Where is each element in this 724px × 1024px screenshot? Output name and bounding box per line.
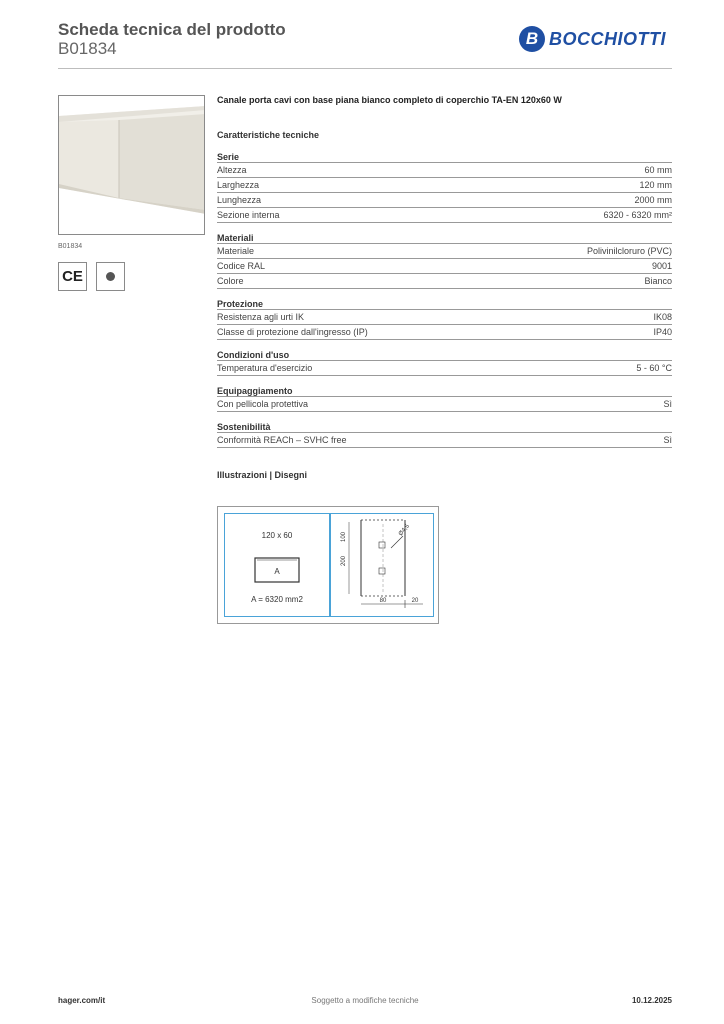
spec-value: 2000 mm	[634, 195, 672, 205]
spec-label: Conformità REACh – SVHC free	[217, 435, 347, 445]
website-link[interactable]: hager.com/it	[58, 996, 106, 1005]
section-letter: A	[274, 567, 280, 576]
brand-logo-icon: B	[519, 26, 545, 52]
section-diagram	[225, 514, 329, 616]
area-label: A = 6320 mm2	[251, 595, 303, 604]
spec-row	[217, 324, 672, 339]
specs-heading: Caratteristiche tecniche	[217, 130, 320, 140]
spec-label: Lunghezza	[217, 195, 262, 205]
spec-row	[217, 177, 672, 192]
section-size-label: 120 x 60	[261, 531, 293, 540]
illustrations-heading: Illustrazioni | Disegni	[217, 470, 308, 480]
spec-value: Sì	[663, 435, 672, 445]
spec-row	[217, 360, 672, 375]
spec-value: 6320 - 6320 mm²	[603, 210, 672, 220]
spec-value: IP40	[653, 327, 672, 337]
product-image	[58, 95, 205, 235]
image-caption: B01834	[58, 243, 83, 250]
spec-row	[217, 432, 672, 447]
spec-value: 120 mm	[639, 180, 672, 190]
page-header	[58, 20, 672, 69]
spec-label: Con pellicola protettiva	[217, 399, 309, 409]
certification-mark-icon	[96, 262, 125, 291]
spec-value: Bianco	[644, 276, 672, 286]
spec-label: Temperatura d'esercizio	[217, 363, 313, 373]
spec-label: Colore	[217, 276, 244, 286]
spec-value: Sì	[663, 399, 672, 409]
ce-mark-icon: CE	[58, 262, 87, 291]
spec-label: Materiale	[217, 246, 255, 256]
section-title-serie: Serie	[217, 152, 240, 162]
section-drawing	[224, 513, 330, 617]
spec-row	[217, 207, 672, 222]
dimension-drawing	[330, 513, 434, 617]
cable-duct-illustration	[59, 96, 205, 235]
section-title-sostenibilita: Sostenibilità	[217, 422, 271, 432]
spec-label: Sezione interna	[217, 210, 280, 220]
spec-label: Altezza	[217, 165, 247, 175]
spec-label: Classe di protezione dall'ingresso (IP)	[217, 327, 368, 337]
section-title-condizioni: Condizioni d'uso	[217, 350, 290, 360]
section-title-equipaggiamento: Equipaggiamento	[217, 386, 293, 396]
spec-row	[217, 243, 672, 258]
spec-row	[217, 192, 672, 207]
product-description: Canale porta cavi con base piana bianco completo di coperchio TA-EN 120x60 W	[217, 95, 562, 105]
spec-value: IK08	[653, 312, 672, 322]
spec-row	[217, 273, 672, 288]
document-date: 10.12.2025	[631, 996, 672, 1005]
spec-row	[217, 309, 672, 324]
dim-200-label: 200	[341, 555, 347, 566]
dim-20-label: 20	[411, 598, 419, 604]
product-code: B01834	[58, 39, 117, 58]
dim-80-label: 80	[379, 598, 387, 604]
hole-diameter-label: Ø4,5	[397, 523, 411, 538]
spec-value: Polivinilcloruro (PVC)	[586, 246, 672, 256]
spec-label: Resistenza agli urti IK	[217, 312, 305, 322]
spec-value: 60 mm	[644, 165, 672, 175]
spec-row	[217, 396, 672, 411]
technical-drawings	[217, 506, 439, 624]
spec-label: Codice RAL	[217, 261, 266, 271]
dimension-diagram	[331, 514, 433, 616]
spec-row	[217, 258, 672, 273]
spec-row	[217, 162, 672, 177]
spec-value: 9001	[651, 261, 672, 271]
footer-notice: Soggetto a modifiche tecniche	[311, 996, 419, 1005]
specifications	[217, 95, 672, 480]
dim-100-label: 100	[341, 531, 347, 542]
brand-name: BOCCHIOTTI	[549, 28, 666, 49]
spec-label: Larghezza	[217, 180, 260, 190]
section-title-protezione: Protezione	[217, 299, 264, 309]
brand-logo	[519, 26, 666, 52]
section-title-materiali: Materiali	[217, 233, 254, 243]
document-title: Scheda tecnica del prodotto	[58, 20, 286, 39]
spec-value: 5 - 60 °C	[636, 363, 672, 373]
